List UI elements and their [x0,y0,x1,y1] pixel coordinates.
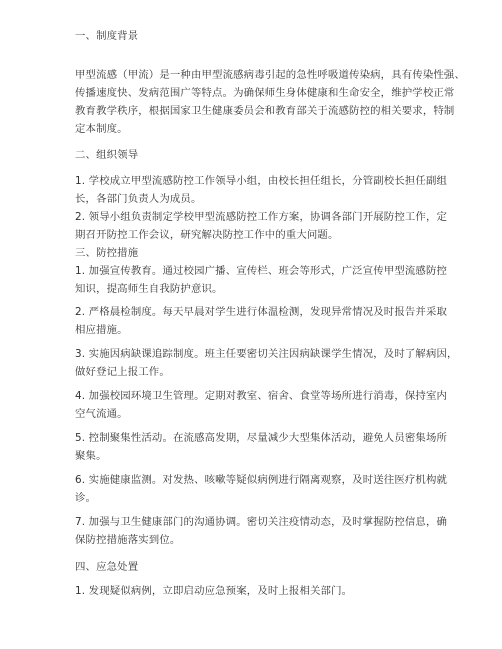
paragraph-line: 做好登记上报工作。 [75,366,170,378]
paragraph-line: 7. 加强与卫生健康部门的沟通协调。密切关注疫情动态，及时掌握防控信息，确 [75,516,448,528]
paragraph-line: 保防控措施落实到位。 [75,534,181,546]
paragraph-line: 教育教学秩序，根据国家卫生健康委员会和教育部关于流感防控的相关要求，特制 [75,105,455,117]
paragraph-line: 期召开防控工作会议，研究解决防控工作中的重大问题。 [75,229,339,241]
paragraph-line: 2. 严格晨检制度。每天早晨对学生进行体温检测，发现异常情况及时报告并采取 [75,306,448,318]
paragraph-line: 空气流通。 [75,408,128,420]
section-heading: 四、应急处置 [75,561,139,573]
paragraph-line: 2. 领导小组负责制定学校甲型流感防控工作方案，协调各部门开展防控工作，定 [75,211,448,223]
paragraph-line: 传播速度快、发病范围广等特点。为确保师生身体健康和生命安全，维护学校正常 [75,87,455,99]
paragraph-line: 相应措施。 [75,324,128,336]
paragraph-line: 3. 实施因病缺课追踪制度。班主任要密切关注因病缺课学生情况，及时了解病因， [75,348,458,360]
paragraph-line: 5. 控制聚集性活动。在流感高发期，尽量减少大型集体活动，避免人员密集场所 [75,432,448,444]
paragraph-line: 4. 加强校园环境卫生管理。定期对教室、宿舍、食堂等场所进行消毒，保持室内 [75,390,448,402]
paragraph-line: 1. 学校成立甲型流感防控工作领导小组，由校长担任组长，分管副校长担任副组 [75,175,448,187]
section-heading: 二、组织领导 [75,149,139,161]
paragraph-line: 定本制度。 [75,123,128,135]
section-heading: 三、防控措施 [75,247,139,259]
paragraph-line: 诊。 [75,492,97,504]
paragraph-line: 长，各部门负责人为成员。 [75,193,202,205]
paragraph-line: 聚集。 [75,450,107,462]
paragraph-line: 1. 加强宣传教育。通过校园广播、宣传栏、班会等形式，广泛宣传甲型流感防控 [75,265,448,277]
paragraph-line: 1. 发现疑似病例，立即启动应急预案，及时上报相关部门。 [75,585,353,597]
paragraph-line: 知识，提高师生自我防护意识。 [75,283,223,295]
section-heading: 一、制度背景 [75,30,139,42]
paragraph-line: 甲型流感（甲流）是一种由甲型流感病毒引起的急性呼吸道传染病，具有传染性强、 [75,69,465,81]
paragraph-line: 6. 实施健康监测。对发热、咳嗽等疑似病例进行隔离观察，及时送往医疗机构就 [75,474,448,486]
